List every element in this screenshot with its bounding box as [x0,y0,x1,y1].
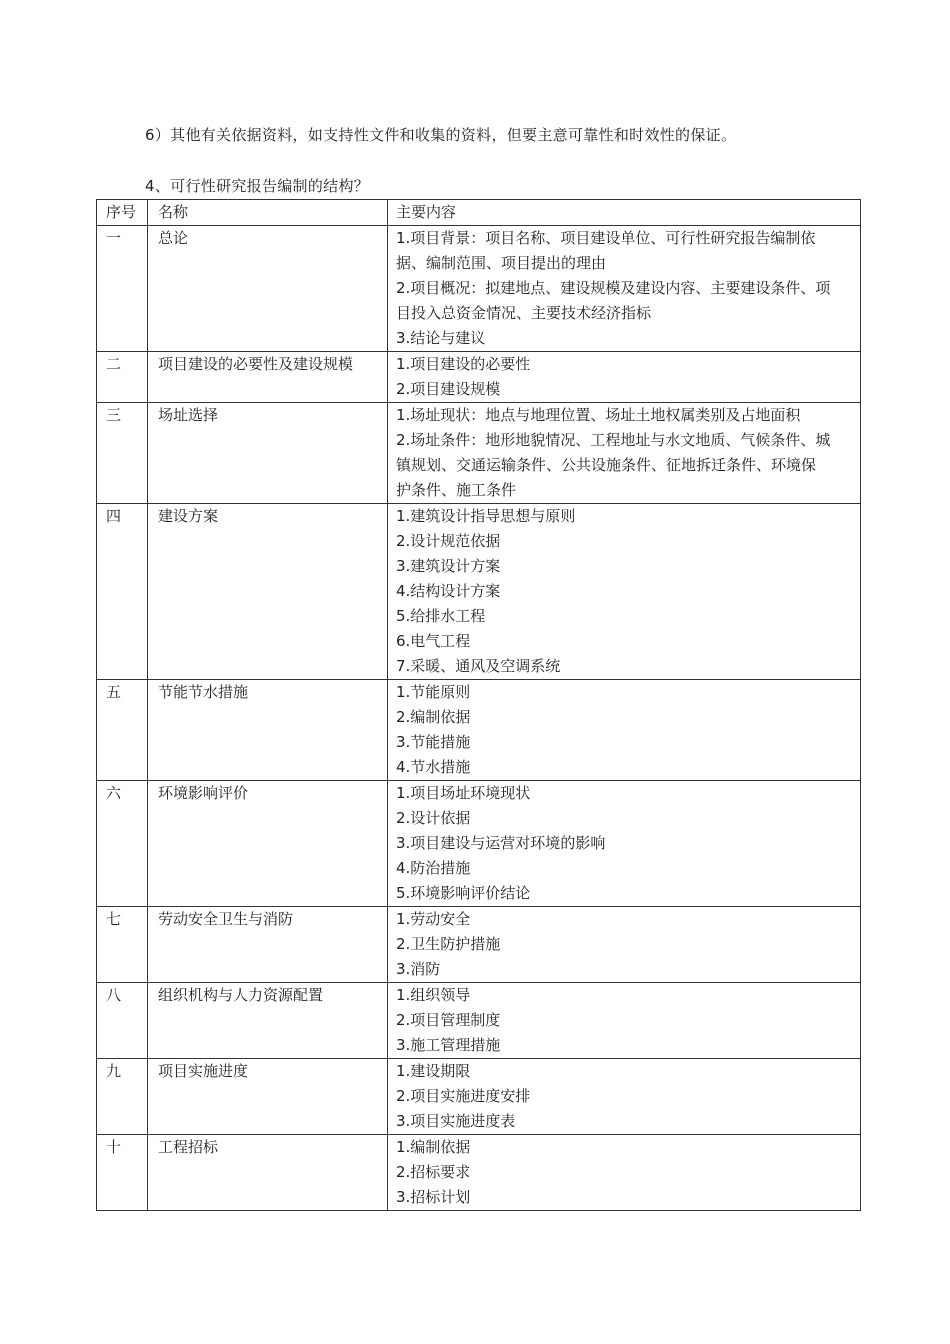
row-name: 组织机构与人力资源配置 [148,983,388,1059]
table-row [97,352,861,403]
table-row [97,1059,861,1135]
row-name: 总论 [148,226,388,352]
row-index: 二 [97,352,148,403]
content-line: 2.卫生防护措施 [396,935,501,953]
paragraph-other-basis: 6）其他有关依据资料，如支持性文件和收集的资料，但要主意可靠性和时效性的保证。 [145,126,737,144]
content-line: 2.项目概况：拟建地点、建设规模及建设内容、主要建设条件、项 [396,279,831,297]
content-line: 2.场址条件：地形地貌情况、工程地址与水文地质、气候条件、城 [396,431,831,449]
row-name: 项目建设的必要性及建设规模 [148,352,388,403]
section-heading-report-structure: 4、可行性研究报告编制的结构？ [145,177,370,195]
content-line: 4.结构设计方案 [396,582,501,600]
content-line: 1.组织领导 [396,986,471,1004]
table-row [97,403,861,504]
table-row [97,226,861,352]
row-content [388,1135,861,1211]
content-line: 2.设计规范依据 [396,532,501,550]
table-header-row [97,200,861,226]
content-line: 3.施工管理措施 [396,1036,501,1054]
content-line: 6.电气工程 [396,632,471,650]
content-line: 1.编制依据 [396,1138,471,1156]
table-row [97,907,861,983]
content-line: 2.项目建设规模 [396,380,501,398]
content-line: 目投入总资金情况、主要技术经济指标 [396,304,652,322]
content-line: 3.建筑设计方案 [396,557,501,575]
content-line: 4.节水措施 [396,758,471,776]
content-line: 据、编制范围、项目提出的理由 [396,254,607,272]
row-name: 项目实施进度 [148,1059,388,1135]
row-name: 场址选择 [148,403,388,504]
table-row [97,680,861,781]
row-index: 一 [97,226,148,352]
row-content [388,680,861,781]
row-name: 节能节水措施 [148,680,388,781]
row-index: 十 [97,1135,148,1211]
row-index: 九 [97,1059,148,1135]
row-name: 环境影响评价 [148,781,388,907]
content-line: 1.项目建设的必要性 [396,355,531,373]
content-line: 1.场址现状：地点与地理位置、场址土地权属类别及占地面积 [396,406,801,424]
header-content: 主要内容 [388,200,861,226]
content-line: 2.编制依据 [396,708,471,726]
row-content [388,1059,861,1135]
row-name: 建设方案 [148,504,388,680]
content-line: 7.采暖、通风及空调系统 [396,657,561,675]
row-content [388,226,861,352]
content-line: 2.项目管理制度 [396,1011,501,1029]
content-line: 1.项目背景：项目名称、项目建设单位、可行性研究报告编制依 [396,229,816,247]
content-line: 1.建设期限 [396,1062,471,1080]
row-index: 四 [97,504,148,680]
row-content [388,403,861,504]
content-line: 2.设计依据 [396,809,471,827]
content-line: 护条件、施工条件 [396,481,517,499]
row-content [388,781,861,907]
table-row [97,1135,861,1211]
content-line: 镇规划、交通运输条件、公共设施条件、征地拆迁条件、环境保 [396,456,817,474]
content-line: 5.给排水工程 [396,607,486,625]
content-line: 3.节能措施 [396,733,471,751]
content-line: 3.结论与建议 [396,329,486,347]
content-line: 3.招标计划 [396,1188,471,1206]
content-line: 3.消防 [396,960,441,978]
row-index: 五 [97,680,148,781]
content-line: 2.招标要求 [396,1163,471,1181]
table-row [97,504,861,680]
row-index: 八 [97,983,148,1059]
content-line: 1.建筑设计指导思想与原则 [396,507,576,525]
row-index: 三 [97,403,148,504]
content-line: 3.项目建设与运营对环境的影响 [396,834,606,852]
table-row [97,983,861,1059]
row-content [388,504,861,680]
content-line: 1.劳动安全 [396,910,471,928]
row-content [388,983,861,1059]
content-line: 3.项目实施进度表 [396,1112,516,1130]
row-name: 劳动安全卫生与消防 [148,907,388,983]
report-structure-table [96,199,861,1211]
content-line: 1.项目场址环境现状 [396,784,531,802]
row-content [388,352,861,403]
row-content [388,907,861,983]
table-row [97,781,861,907]
header-index: 序号 [97,200,148,226]
content-line: 4.防治措施 [396,859,471,877]
row-index: 六 [97,781,148,907]
row-index: 七 [97,907,148,983]
header-name: 名称 [148,200,388,226]
content-line: 1.节能原则 [396,683,471,701]
content-line: 5.环境影响评价结论 [396,884,531,902]
content-line: 2.项目实施进度安排 [396,1087,531,1105]
row-name: 工程招标 [148,1135,388,1211]
